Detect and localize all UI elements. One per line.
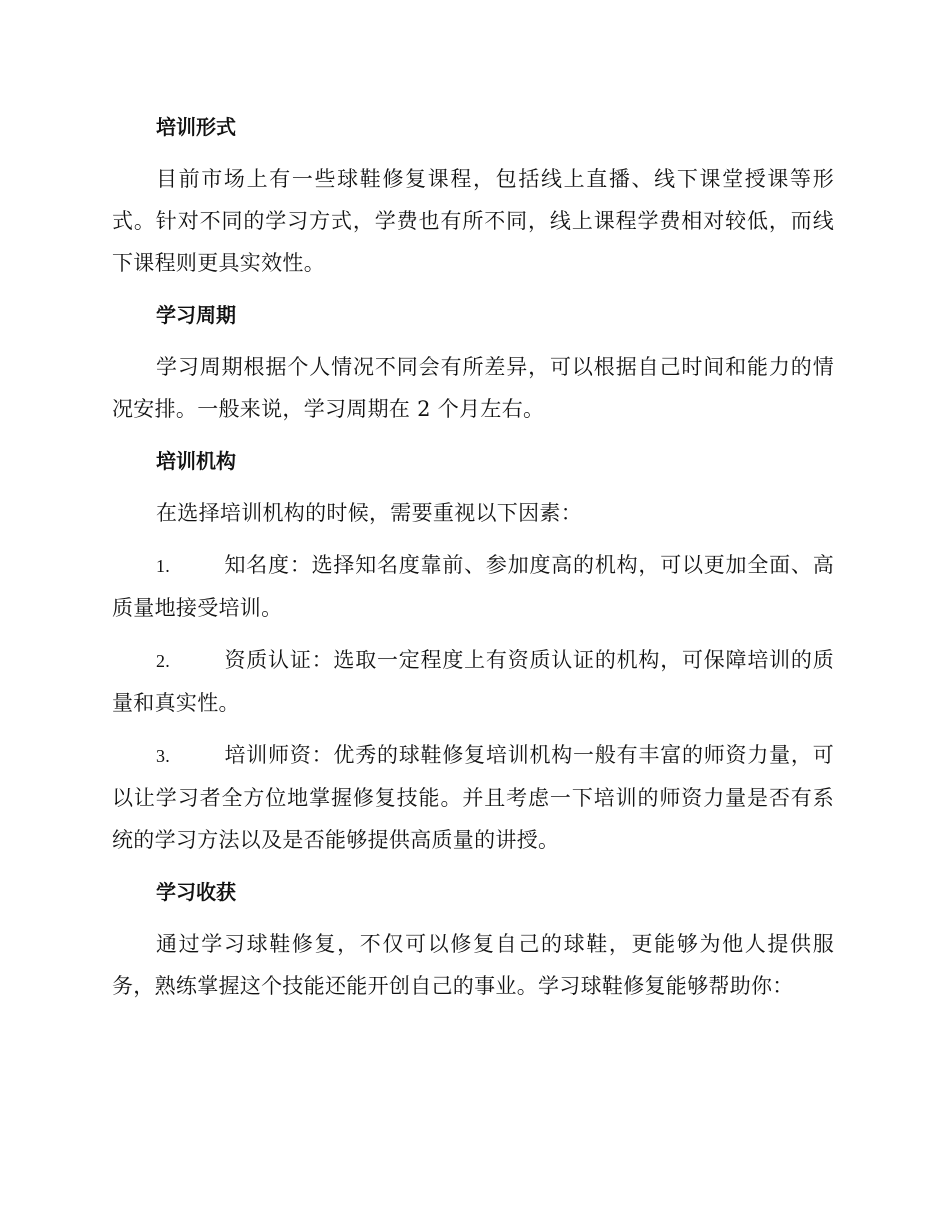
section-heading-learning-gains: 学习收获	[156, 880, 236, 904]
paragraph-learning-gains: 通过学习球鞋修复，不仅可以修复自己的球鞋，更能够为他人提供服务，熟练掌握这个技能还能开创自己的事业。学习球鞋修复能够帮助你：	[112, 932, 834, 998]
paragraph-training-format: 目前市场上有一些球鞋修复课程，包括线上直播、线下课堂授课等形式。针对不同的学习方式，学费也有所不同，线上课程学费相对较低，而线下课程则更具实效性。	[112, 167, 834, 275]
list-item	[112, 544, 834, 629]
document-body	[112, 106, 834, 1017]
list-item-number: 2.	[156, 651, 171, 671]
list-item-number: 1.	[156, 556, 171, 576]
list-item	[112, 734, 834, 861]
list-item-number: 3.	[156, 746, 171, 766]
section-heading-training-institutions: 培训机构	[156, 449, 236, 473]
list-item	[112, 639, 834, 724]
list-item-text: 培训师资：优秀的球鞋修复培训机构一般有丰富的师资力量，可以让学习者全方位地掌握修复技能。并且考虑一下培训的师资力量是否有系统的学习方法以及是否能够提供高质量的讲授。	[112, 743, 834, 852]
list-item-text: 资质认证：选取一定程度上有资质认证的机构，可保障培训的质量和真实性。	[112, 648, 834, 715]
paragraph-study-period: 学习周期根据个人情况不同会有所差异，可以根据自己时间和能力的情况安排。一般来说，学习周期在 2 个月左右。	[112, 355, 834, 421]
section-heading-training-format: 培训形式	[156, 115, 236, 139]
paragraph-institution-intro: 在选择培训机构的时候，需要重视以下因素：	[156, 501, 582, 525]
section-heading-study-period: 学习周期	[156, 303, 236, 327]
list-item-text: 知名度：选择知名度靠前、参加度高的机构，可以更加全面、高质量地接受培训。	[112, 553, 834, 620]
